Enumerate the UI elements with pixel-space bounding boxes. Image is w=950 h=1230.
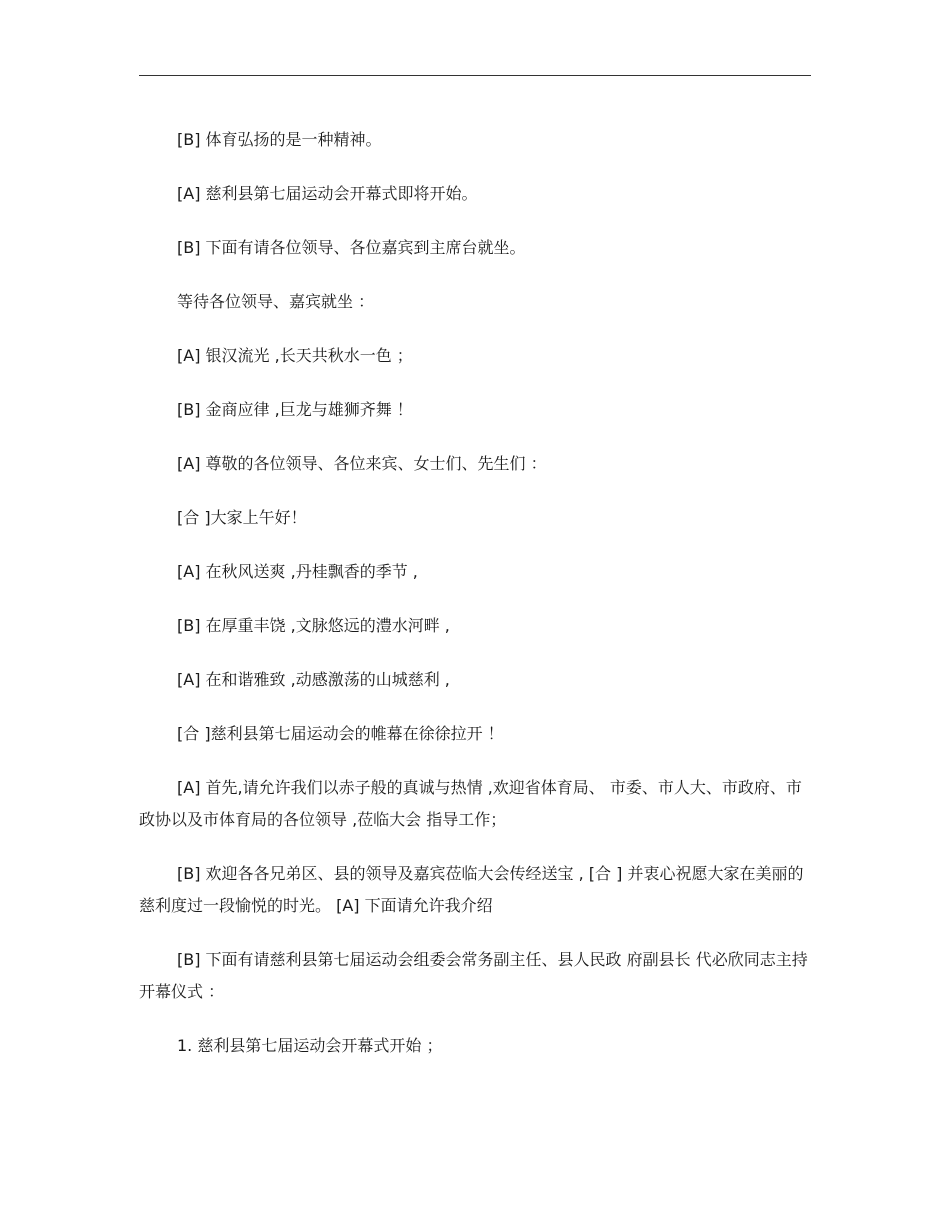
paragraph: [B] 体育弘扬的是一种精神。 [177, 130, 382, 149]
paragraph: [B] 下面有请各位领导、各位嘉宾到主席台就坐。 [177, 238, 526, 257]
paragraph: [A] 在秋风送爽 ,丹桂飘香的季节 , [177, 562, 418, 581]
document-body [139, 124, 811, 1084]
paragraph: [B] 在厚重丰饶 ,文脉悠远的澧水河畔 , [177, 616, 450, 635]
paragraph: [合 ]慈利县第七届运动会的帷幕在徐徐拉开 ！ [177, 724, 504, 743]
paragraph: [B] 欢迎各各兄弟区、县的领导及嘉宾莅临大会传经送宝 , [合 ] 并衷心祝愿大家在美丽的慈利度过一段愉悦的时光。 [A] 下面请允许我介绍 [139, 864, 804, 915]
paragraph: [B] 下面有请慈利县第七届运动会组委会常务副主任、县人民政 府副县长 代必欣同志主持开幕仪式 ： [139, 950, 808, 1001]
paragraph: [A] 慈利县第七届运动会开幕式即将开始。 [177, 184, 478, 203]
paragraph: [B] 金商应律 ,巨龙与雄狮齐舞 ！ [177, 400, 413, 419]
paragraph: [A] 首先,请允许我们以赤子般的真诚与热情 ,欢迎省体育局、 市委、市人大、市政府、市政协以及市体育局的各位领导 ,莅临大会 指导工作； [139, 778, 802, 829]
paragraph: [A] 尊敬的各位领导、各位来宾、女士们、先生们 ： [177, 454, 547, 473]
paragraph: [A] 银汉流光 ,长天共秋水一色 ； [177, 346, 413, 365]
paragraph: [合 ]大家上午好！ [177, 508, 307, 527]
header-rule [139, 75, 811, 76]
paragraph: 1. 慈利县第七届运动会开幕式开始 ； [177, 1036, 443, 1055]
paragraph: [A] 在和谐雅致 ,动感激荡的山城慈利 , [177, 670, 450, 689]
paragraph: 等待各位领导、嘉宾就坐 ： [177, 292, 375, 311]
